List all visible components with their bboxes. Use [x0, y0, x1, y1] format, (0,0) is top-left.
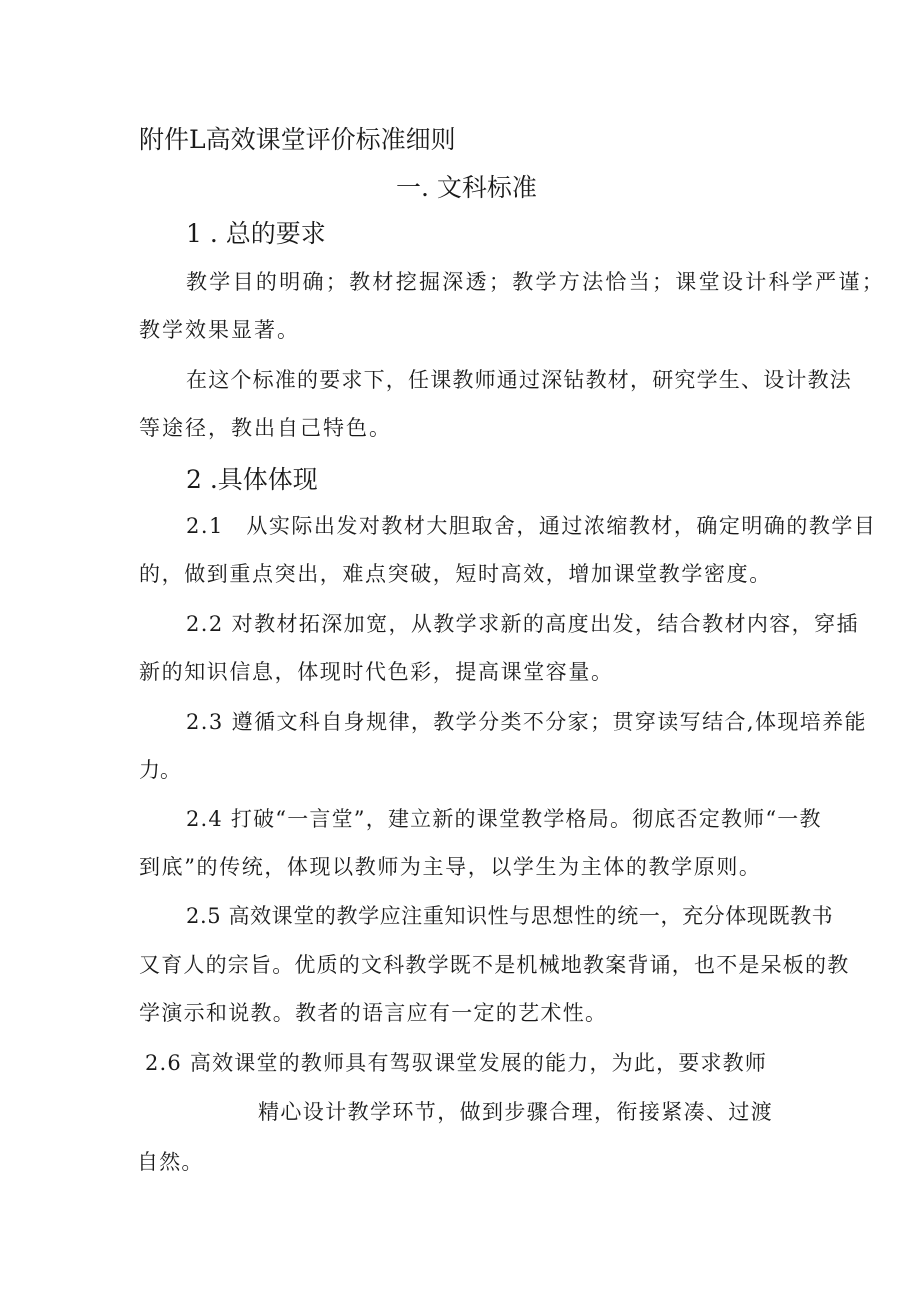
- paragraph-line: 力。: [139, 758, 181, 782]
- paragraph-line: 精心设计教学环节，做到步骤合理，衔接紧凑、过渡: [258, 1100, 774, 1124]
- paragraph-line: 学演示和说教。教者的语言应有一定的艺术性。: [139, 1001, 608, 1025]
- paragraph-line: 2.3 遵循文科自身规律，教学分类不分家；贯穿读写结合,体现培养能: [186, 710, 867, 734]
- section-heading-general-requirements: 1 . 总的要求: [186, 219, 326, 248]
- document-title: 附件L高效课堂评价标准细则: [139, 125, 456, 154]
- paragraph-line: 自然。: [137, 1150, 204, 1174]
- paragraph-line: 教学目的明确；教材挖掘深透；教学方法恰当；课堂设计科学严谨；: [186, 270, 885, 294]
- paragraph-line: 2.4 打破“一言堂”，建立新的课堂教学格局。彻底否定教师“一教: [186, 807, 822, 831]
- paragraph-line: 2.6 高效课堂的教师具有驾驭课堂发展的能力，为此，要求教师: [145, 1051, 768, 1075]
- paragraph-line: 2.1 从实际出发对教材大胆取舍，通过浓缩教材，确定明确的教学目: [186, 514, 877, 538]
- paragraph-line: 又育人的宗旨。优质的文科教学既不是机械地教案背诵，也不是呆板的教: [139, 953, 850, 977]
- paragraph-line: 2.5 高效课堂的教学应注重知识性与思想性的统一，充分体现既教书: [186, 904, 834, 928]
- paragraph-line: 新的知识信息，体现时代色彩，提高课堂容量。: [139, 660, 614, 684]
- section-heading-specific: 2 .具体体现: [186, 465, 318, 494]
- paragraph-line: 到底”的传统，体现以教师为主导，以学生为主体的教学原则。: [139, 855, 762, 879]
- paragraph-line: 2.2 对教材拓深加宽，从教学求新的高度出发，结合教材内容，穿插: [186, 612, 859, 636]
- paragraph-line: 的，做到重点突出，难点突破，短时高效，增加课堂教学密度。: [139, 562, 772, 586]
- section-title-liberal-arts: 一. 文科标准: [396, 173, 537, 202]
- paragraph-line: 教学效果显著。: [139, 318, 300, 342]
- paragraph-line: 在这个标准的要求下，任课教师通过深钻教材，研究学生、设计教法: [186, 368, 852, 392]
- paragraph-line: 等途径，教出自己特色。: [139, 416, 392, 440]
